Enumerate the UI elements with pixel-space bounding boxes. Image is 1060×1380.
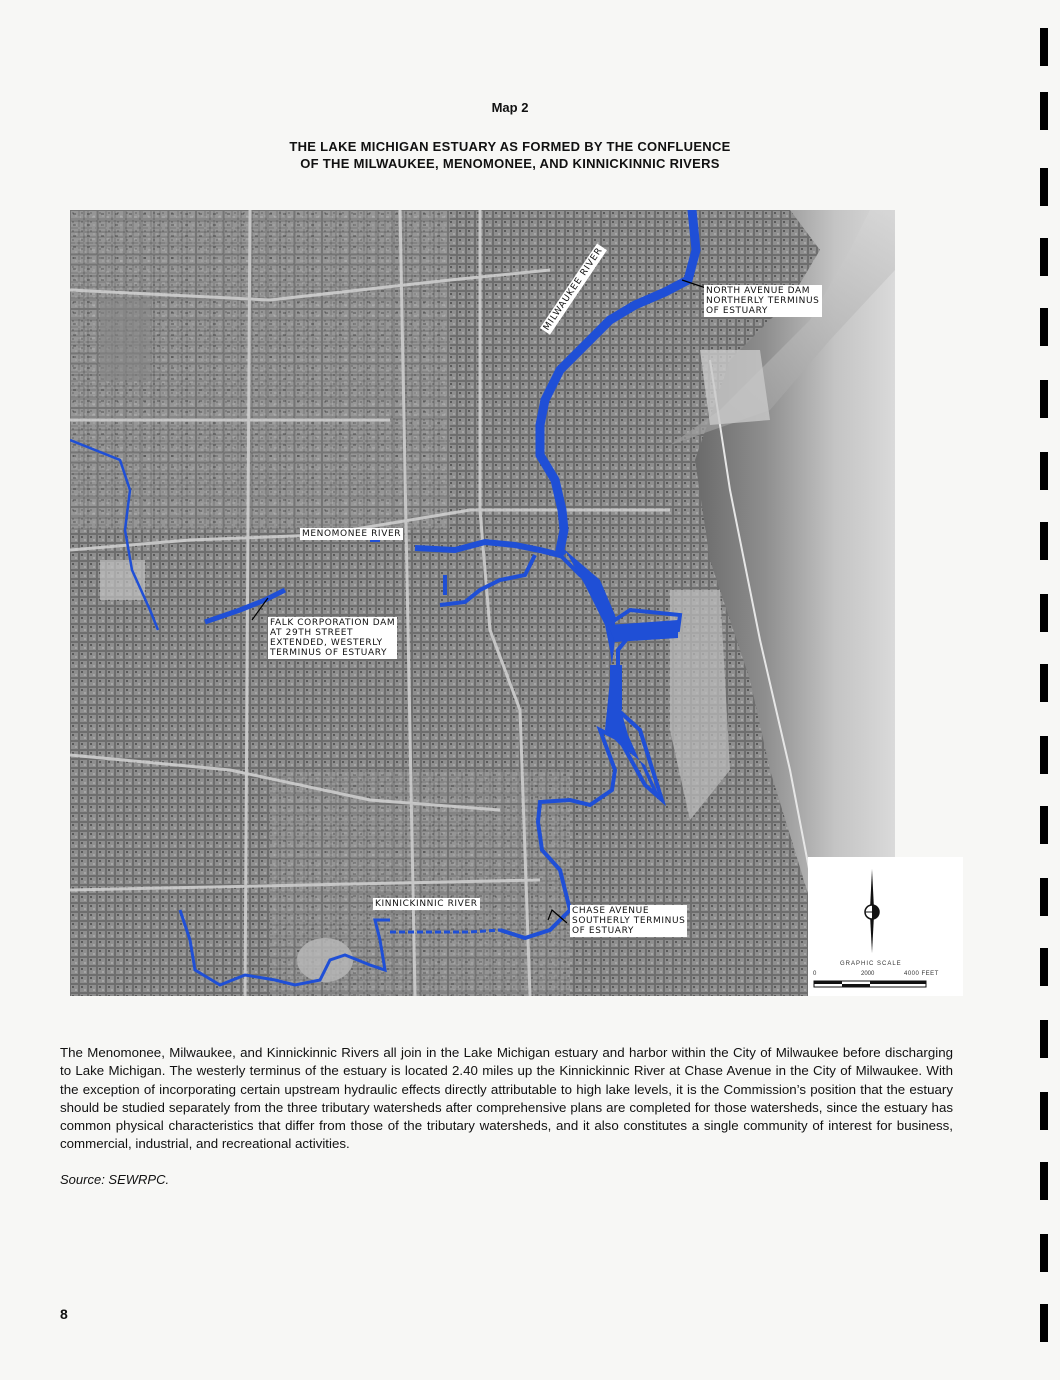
chase-avenue-label: CHASE AVENUE SOUTHERLY TERMINUS OF ESTUARY — [572, 906, 686, 936]
menomonee-river-label: MENOMONEE RIVER — [302, 529, 402, 539]
falk-dam-label: FALK CORPORATION DAM AT 29TH STREET EXTENDED, WESTERLY TERMINUS OF ESTUARY — [270, 618, 396, 658]
aerial-map — [70, 210, 895, 996]
kinnickinnic-river-label: KINNICKINNIC RIVER — [375, 899, 478, 909]
map-title-line2: OF THE MILWAUKEE, MENOMONEE, AND KINNICKINNIC RIVERS — [300, 156, 720, 171]
milwaukee-river-label: MILWAUKEE RIVER — [540, 244, 607, 335]
scale-mid: 2000 — [861, 971, 875, 977]
north-avenue-dam-label: NORTH AVENUE DAM NORTHERLY TERMINUS OF ESTUARY — [706, 286, 820, 316]
map-legend — [808, 857, 963, 996]
page-number: 8 — [60, 1306, 68, 1322]
body-paragraph: The Menomonee, Milwaukee, and Kinnickinnic Rivers all join in the Lake Michigan estuary and harbor within the City of Milwaukee before discharging to Lake Michigan. The westerly terminus of the estuary is located 2.40 miles up the Kinnickinnic River at Chase Avenue in the City of Milwaukee. With the exception of incorporating certain upstream hydraulic effects directly attributable to high lake levels, it is the Commission’s position that the estuary should be studied separately from the three tributary watersheds after comprehensive plans are completed for those watersheds, since the estuary has common physical characteristics that differ from those of the tributary watersheds, and it also constitutes a single community of interest for business, commercial, industrial, and recreational activities. — [60, 1045, 953, 1152]
map-title — [0, 138, 1020, 172]
scale-zero: 0 — [813, 971, 817, 977]
scale-end: 4000 FEET — [904, 971, 939, 977]
map-title-line1: THE LAKE MICHIGAN ESTUARY AS FORMED BY THE CONFLUENCE — [289, 139, 731, 154]
north-arrow-icon — [808, 857, 963, 996]
aerial-map-svg — [70, 210, 895, 996]
source-note: Source: SEWRPC. — [60, 1172, 170, 1187]
map-number: Map 2 — [491, 100, 529, 115]
scale-title: GRAPHIC SCALE — [840, 961, 902, 967]
